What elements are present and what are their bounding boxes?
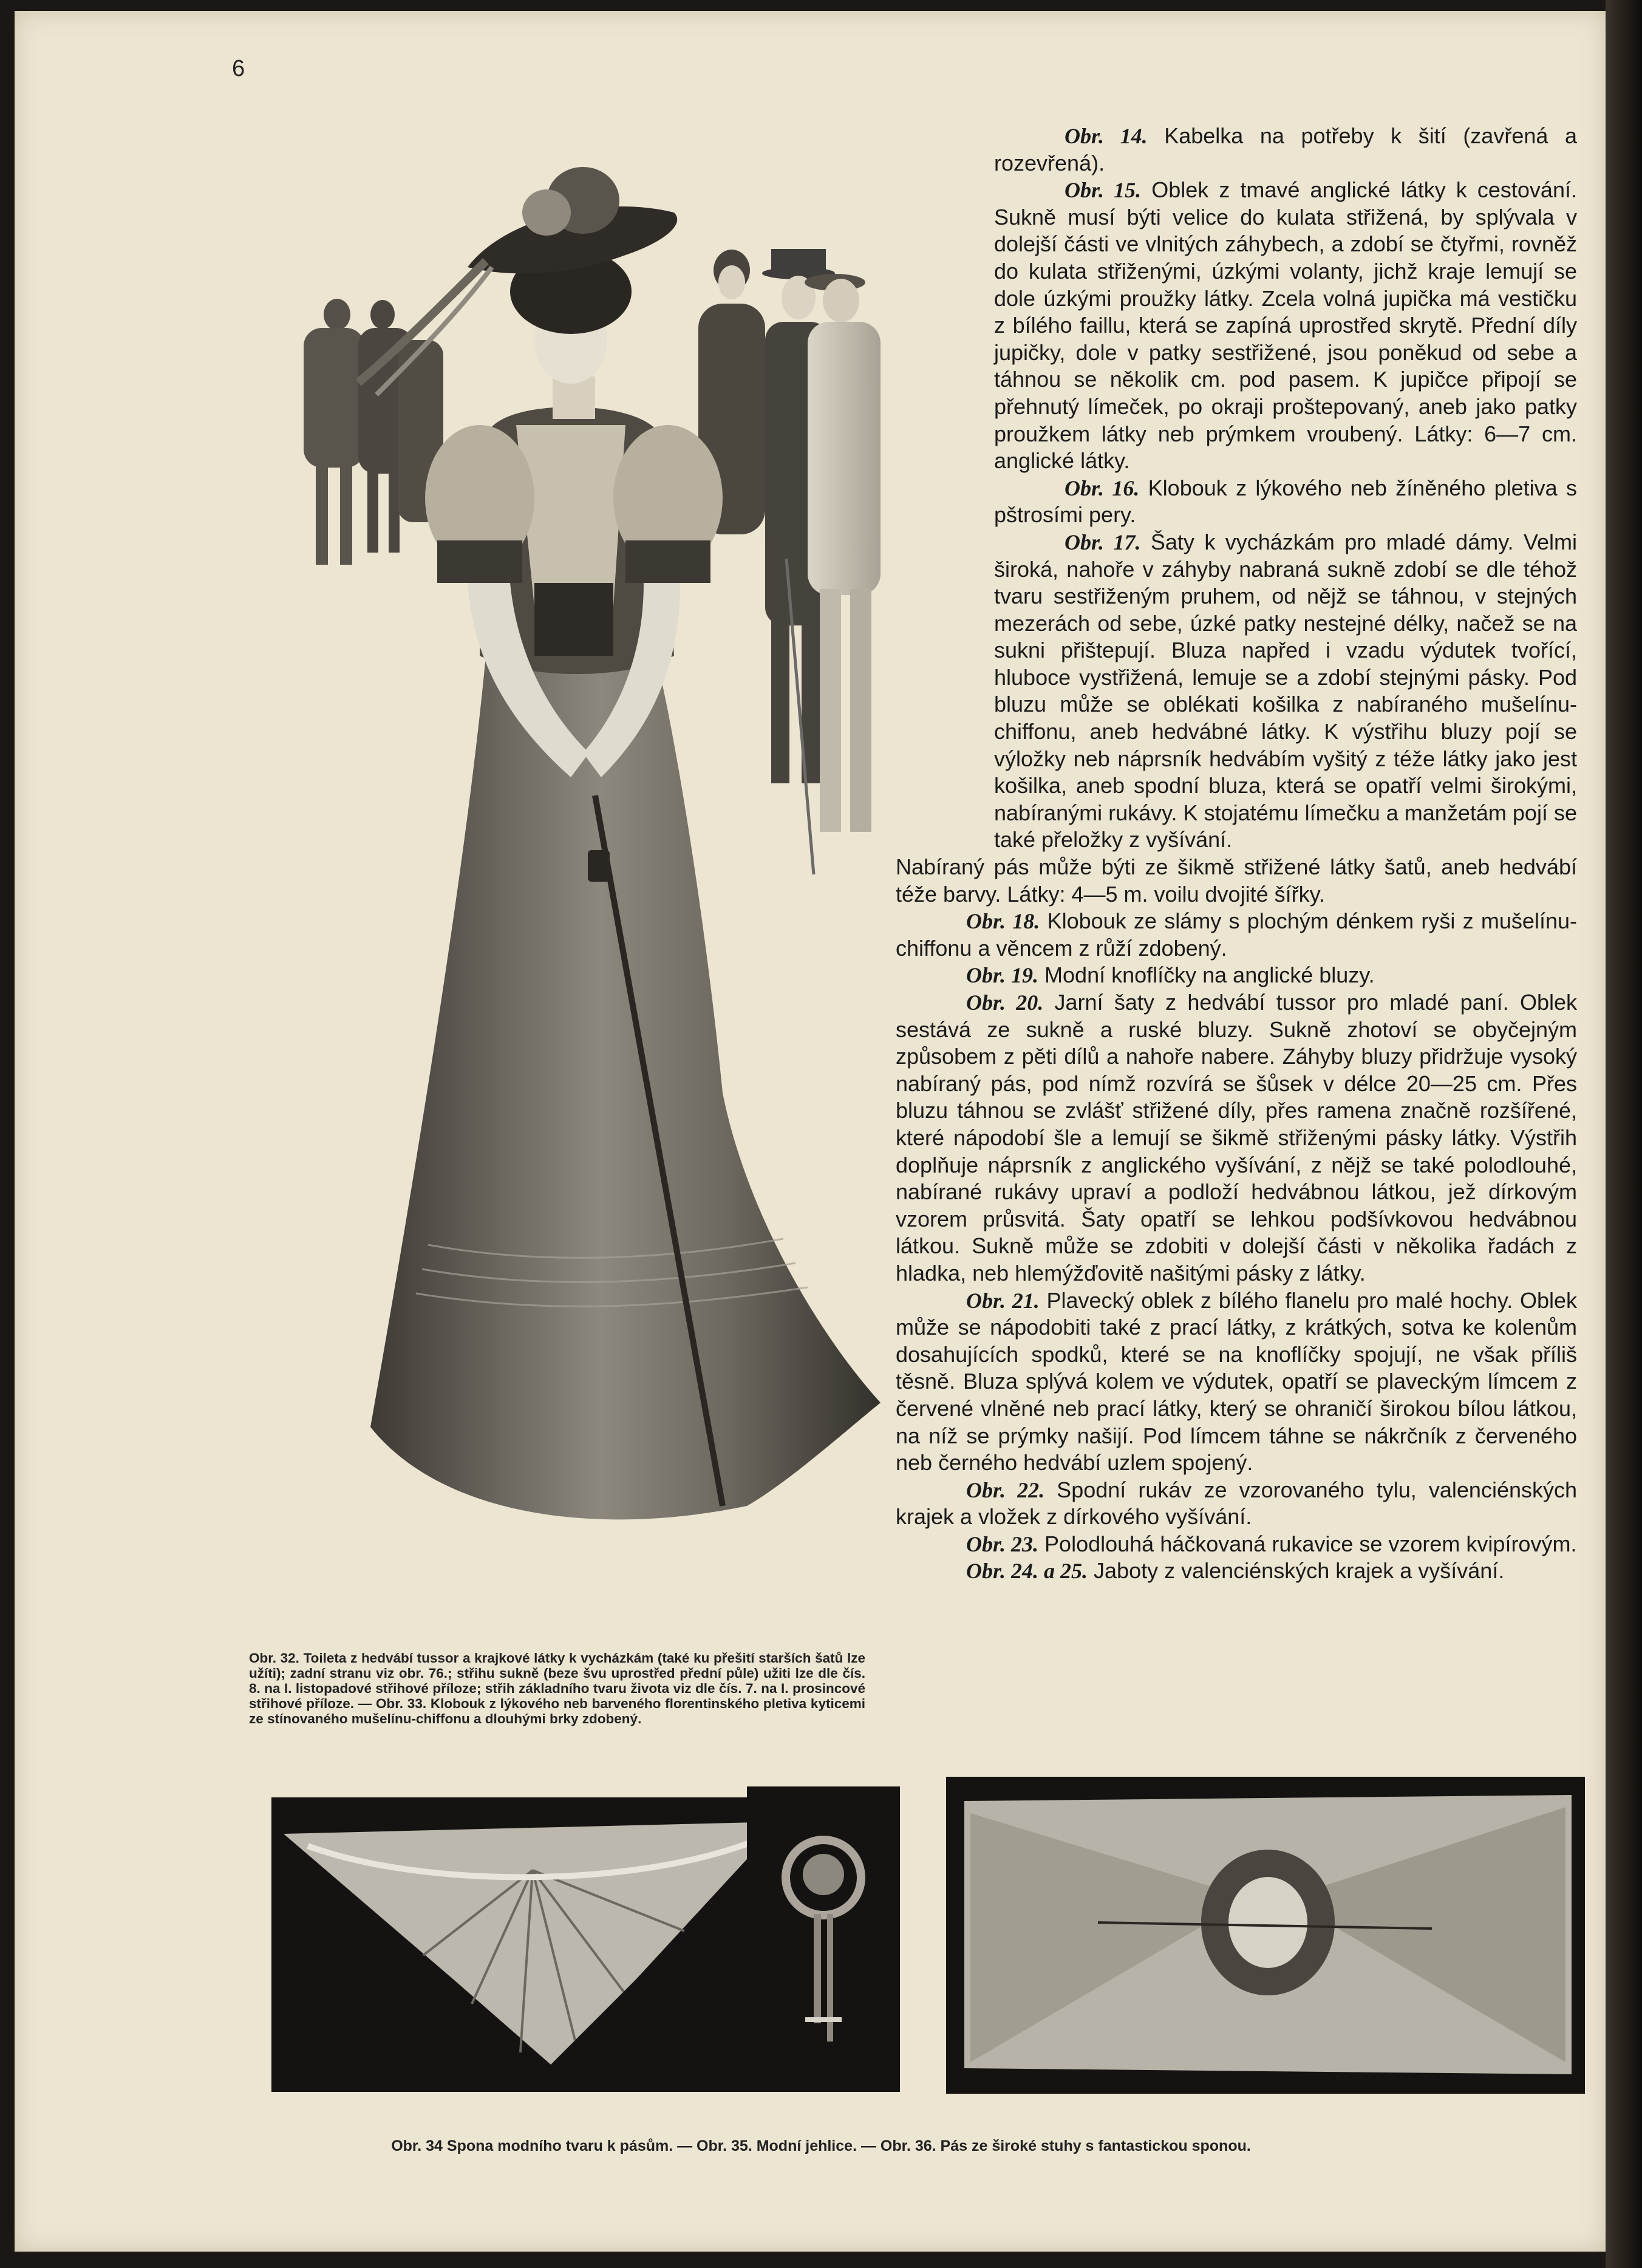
fashion-illustration bbox=[285, 121, 893, 1567]
photo-belt-clasp bbox=[271, 1797, 794, 2092]
page-number: 6 bbox=[232, 56, 245, 81]
photo-hatpin bbox=[747, 1786, 900, 2092]
article-obr-24-25: Obr. 24. a 25. Jaboty z valenciénských krajek a vyšívání. bbox=[966, 1558, 1505, 1584]
article-obr-22: Obr. 22. Spodní rukáv ze vzorovaného tylu, valenciénských krajek a vložek z dírkového vyšívání. bbox=[896, 1477, 1578, 1530]
article-obr-17: Obr. 17. Šaty k vycházkám pro mladé dámy. Velmi široká, nahoře v záhyby nabraná sukně zdobí se dle téhož tvaru sestřiženým pruhem, od nějž se táhnou, v stejných mezerách od sebe, úzké patky nestejné délky, načež se na sukni přištepují. Bluza napřed i vzadu výdutek tvořící, hluboce vystřižená, lemuje se a zdobí stejnými pásky. Pod bluzu může se oblékati košilka z nabíraného mušelínu-chiffonu, aneb hedvábné látky. K výstřihu bluzy pojí se výložky neb náprsník hedvábím vyšitý z téže látky jako jest košilka, aneb spodní bluza, která se opatří velmi širokými, nabíranými rukávy. K stojatému límečku a manžetám pojí se také přeložky z vyšívání. bbox=[994, 529, 1577, 853]
figure-caption-32-33: Obr. 32. Toileta z hedvábí tussor a krajkové látky k vycházkám (také ku přešití starších šatů lze užíti); zadní stranu viz obr. 76.; střihu sukně (beze švu uprostřed přední půle) užiti lze dle čís. 8. na I. listopadové střihové příloze; střih základního tvaru života viz dle čís. 7. na I. prosincové střihové příloze. — Obr. 33. Klobouk z lýkového neb barveného florentinského pletiva kyticemi ze stínovaného mušelínu-chiffonu a dlouhými brky zdobený. bbox=[249, 1650, 865, 1726]
figure-caption-34-36: Obr. 34 Spona modního tvaru k pásům. — Obr. 35. Modní jehlice. — Obr. 36. Pás ze široké stuhy s fantastickou sponou. bbox=[391, 2137, 1251, 2154]
article-obr-14: Obr. 14. Kabelka na potřeby k šití (zavřená a rozevřená). bbox=[994, 123, 1577, 175]
article-obr-15: Obr. 15. Oblek z tmavé anglické látky k cestování. Sukně musí býti velice do kulata střižená, by splývala v dolejší části ve vlnitých záhybech, a zdobí se čtyřmi, rovněž do kulata střiženými, úzkými volanty, jichž kraje lemují se dole úzkými proužky látky. Zcela volná jupička má vestičku z bílého faillu, která se zapíná uprostřed skrytě. Přední díly jupičky, dole v patky sestřižené, jsou poněkud od sebe a táhnou se několik cm. pod pasem. K jupičce připojí se přehnutý límeček, po okraji proštepovaný, aneb jako patky proužkem látky neb prýmkem vroubený. Látky: 6—7 cm. anglické látky. bbox=[994, 177, 1577, 474]
article-obr-17-continued: Nabíraný pás může býti ze šikmě střižené látky šatů, aneb hedvábí téže barvy. Látky: 4—5 m. voilu dvojité šířky. bbox=[896, 854, 1577, 907]
article-obr-23: Obr. 23. Polodlouhá háčkovaná rukavice se vzorem kvipírovým. bbox=[966, 1531, 1577, 1556]
article-obr-18: Obr. 18. Klobouk ze slámy s plochým dénkem ryši z mušelínu-chiffonu a věncem z růží zdobený. bbox=[896, 908, 1577, 961]
book-spine bbox=[1606, 0, 1642, 2268]
article-column bbox=[896, 123, 1577, 1585]
article-obr-20: Obr. 20. Jarní šaty z hedvábí tussor pro mladé paní. Oblek sestává ze sukně a ruské bluzy. Sukně zhotoví se obyčejným způsobem z pěti dílů a nahoře nabere. Záhyby bluzy přidržuje vysoký nabíraný pás, pod nímž rozvírá se šůsek v délce 20—25 cm. Přes bluzu táhnou se zvlášť střižené díly, přes ramena značně rozšířené, které nápodobí šle a lemují se šikmě střiženými pásky látky. Výstřih doplňuje náprsník z anglického vyšívání, z nějž se také polodlouhé, nabírané rukávy upraví a podloží hedvábnou látkou, jež dírkovým vzorem průsvitá. Šaty opatří se lehkou podšívkovou hedvábnou látkou. Sukně může se zdobiti v dolejší části v několika řadách z hladka, neb hlemýžďovitě našitými pásky z látky. bbox=[896, 990, 1577, 1286]
article-obr-21: Obr. 21. Plavecký oblek z bílého flanelu pro malé hochy. Oblek může se nápodobiti také z prací látky, z krátkých, sotva ke kolenům dosahujících spodků, které se na knoflíčky spojují, ne však příliš těsně. Bluza splývá kolem ve výdutek, opatří se plaveckým límcem z červené vlněné neb prací látky, který se ohraničí širokou bílou látkou, na níž se prýmky našijí. Pod límcem táhne se nákrčník z červeného neb černého hedvábí uzlem spojený. bbox=[896, 1287, 1577, 1476]
article-obr-19: Obr. 19. Modní knoflíčky na anglické bluzy. bbox=[966, 962, 1375, 988]
photo-ribbon-belt bbox=[946, 1777, 1585, 2094]
skirt bbox=[370, 656, 881, 1519]
article-obr-16: Obr. 16. Klobouk z lýkového neb žíněného pletiva s pštrosími pery. bbox=[994, 475, 1577, 528]
